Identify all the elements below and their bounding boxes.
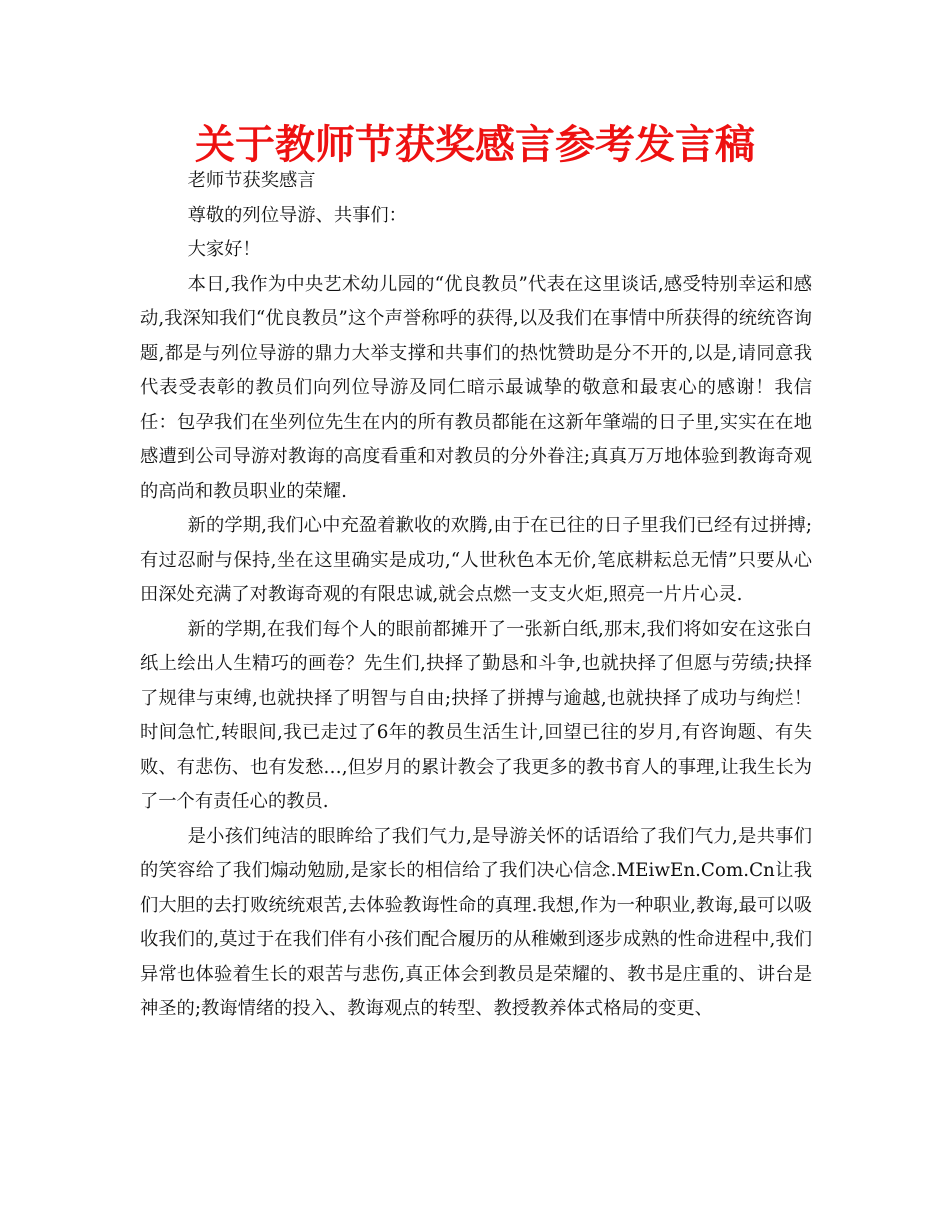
paragraph-4: 是小孩们纯洁的眼眸给了我们气力,是导游关怀的话语给了我们气力,是共事们的笑容给了我们煽动勉励,是家长的相信给了我们决心信念.MEiwEn.Com.Cn让我们大胆的去打败统统艰苦,去体验教诲性命的真理.我想,作为一种职业,教诲,最可以吸收我们的,莫过于在我们伴有小孩们配合履历的从稚嫩到逐步成熟的性命进程中,我们异常也体验着生长的艰苦与悲伤,真正体会到教员是荣耀的、教书是庄重的、讲台是神圣的;教诲情绪的投入、教诲观点的转型、教授教养体式格局的变更、 (140, 825, 812, 1019)
paragraph-greeting: 大家好！ (187, 239, 261, 260)
paragraph-3: 新的学期,在我们每个人的眼前都摊开了一张新白纸,那末,我们将如安在这张白纸上绘出人生精巧的画卷？先生们,抉择了勤恳和斗争,也就抉择了但愿与劳绩;抉择了规律与束缚,也就抉择了明智与自由;抉择了拼搏与逾越,也就抉择了成功与绚烂！时间急忙,转眼间,我已走过了6年的教员生活生计,回望已往的岁月,有咨询题、有失败、有悲伤、也有发愁…,但岁月的累计教会了我更多的教书育人的事理,让我生长为了一个有责任心的教员. (140, 618, 812, 812)
paragraph-salutation: 尊敬的列位导游、共事们： (187, 204, 407, 226)
paragraph-1: 本日,我作为中央艺术幼儿园的“优良教员”代表在这里谈话,感受特别幸运和感动,我深知我们“优良教员”这个声誉称呼的获得,以及我们在事情中所获得的统统咨询题,都是与列位导游的鼎力大举支撑和共事们的热忱赞助是分不开的,以是,请同意我代表受表彰的教员们向列位导游及同仁暗示最诚挚的敬意和最衷心的感谢！我信任：包孕我们在坐列位先生在内的所有教员都能在这新年肇端的日子里,实实在在地感遭到公司导游对教诲的高度看重和对教员的分外眷注;真真万万地体验到教诲奇观的高尚和教员职业的荣耀. (140, 273, 812, 502)
document-body (140, 164, 812, 1027)
document-title: 关于教师节获奖感言参考发言稿 (195, 122, 755, 168)
paragraph-2: 新的学期,我们心中充盈着歉收的欢腾,由于在已往的日子里我们已经有过拼搏;有过忍耐与保持,坐在这里确实是成功,“人世秋色本无价,笔底耕耘总无情”只要从心田深处充满了对教诲奇观的有限忠诚,就会点燃一支支火炬,照亮一片片心灵. (140, 515, 812, 605)
paragraph-heading: 老师节获奖感言 (187, 170, 316, 191)
